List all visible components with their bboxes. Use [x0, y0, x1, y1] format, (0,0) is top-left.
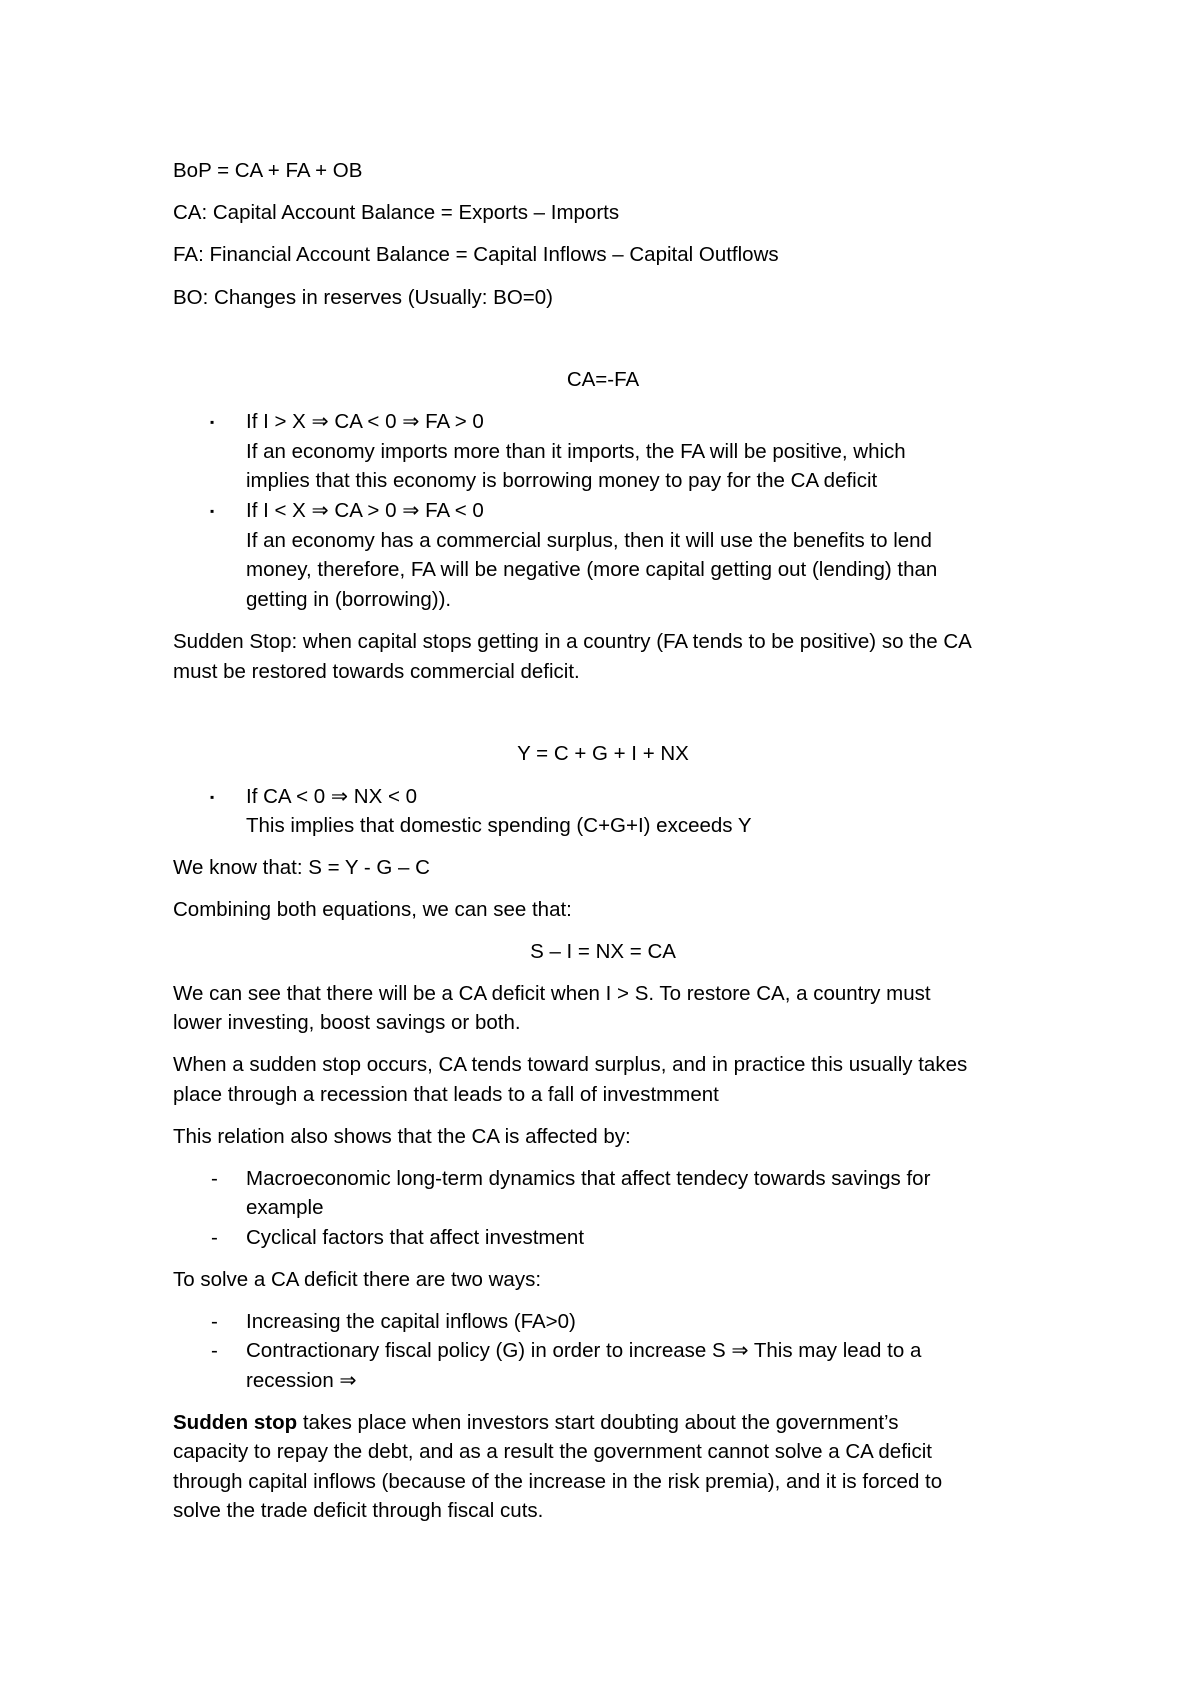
dash-marker: - [211, 1339, 218, 1362]
bullet-marker: ▪ [210, 790, 215, 804]
sudden-stop-paragraph: place through a recession that leads to a fall of investmment [173, 1083, 719, 1106]
case2-line: money, therefore, FA will be negative (more capital getting out (lending) than [246, 558, 938, 581]
dash-marker: - [211, 1226, 218, 1249]
case2-head: If I < X ⇒ CA > 0 ⇒ FA < 0 [246, 499, 484, 522]
case1-line: implies that this economy is borrowing money to pay for the CA deficit [246, 469, 878, 492]
final-paragraph [173, 1411, 898, 1435]
relation-item: Cyclical factors that affect investment [246, 1226, 585, 1249]
combining-text: Combining both equations, we can see that: [173, 898, 572, 921]
bullet-marker: ▪ [210, 415, 215, 429]
sudden-stop-definition: Sudden Stop: when capital stops getting in a country (FA tends to be positive) so the CA [173, 630, 972, 653]
deficit-paragraph: lower investing, boost savings or both. [173, 1011, 521, 1034]
final-paragraph: through capital inflows (because of the increase in the risk premia), and it is forced to [173, 1470, 943, 1493]
case2-line: getting in (borrowing)). [246, 588, 452, 611]
dash-marker: - [211, 1167, 218, 1190]
deficit-paragraph: We can see that there will be a CA deficit when I > S. To restore CA, a country must [173, 982, 931, 1005]
ca-definition: CA: Capital Account Balance = Exports – Imports [173, 201, 620, 224]
dash-marker: - [211, 1310, 218, 1333]
fa-definition: FA: Financial Account Balance = Capital Inflows – Capital Outflows [173, 243, 779, 266]
bo-definition: BO: Changes in reserves (Usually: BO=0) [173, 286, 553, 309]
final-paragraph: solve the trade deficit through fiscal cuts. [173, 1499, 544, 1522]
relation-item: example [246, 1196, 324, 1219]
case3-line: This implies that domestic spending (C+G+I) exceeds Y [246, 814, 752, 837]
solve-item: Increasing the capital inflows (FA>0) [246, 1310, 576, 1333]
sudden-stop-term: Sudden stop [173, 1411, 298, 1434]
relation-item: Macroeconomic long-term dynamics that affect tendecy towards savings for [246, 1167, 931, 1190]
final-paragraph: capacity to repay the debt, and as a result the government cannot solve a CA deficit [173, 1440, 932, 1463]
bullet-marker: ▪ [210, 504, 215, 518]
savings-equation: We know that: S = Y - G – C [173, 856, 430, 879]
identity-ca-fa: CA=-FA [566, 368, 640, 391]
solve-item: Contractionary fiscal policy (G) in order to increase S ⇒ This may lead to a [246, 1339, 922, 1362]
case1-line: If an economy imports more than it imports, the FA will be positive, which [246, 440, 906, 463]
identity-savings: S – I = NX = CA [530, 940, 676, 963]
solve-intro: To solve a CA deficit there are two ways: [173, 1268, 542, 1291]
final-paragraph-text: takes place when investors start doubting about the government’s [297, 1411, 899, 1434]
identity-gdp: Y = C + G + I + NX [517, 742, 689, 765]
sudden-stop-paragraph: When a sudden stop occurs, CA tends toward surplus, and in practice this usually takes [173, 1053, 968, 1076]
case3-head: If CA < 0 ⇒ NX < 0 [246, 785, 418, 808]
bop-equation: BoP = CA + FA + OB [173, 159, 363, 182]
sudden-stop-definition: must be restored towards commercial deficit. [173, 660, 580, 683]
case2-line: If an economy has a commercial surplus, then it will use the benefits to lend [246, 529, 932, 552]
relation-intro: This relation also shows that the CA is affected by: [173, 1125, 631, 1148]
case1-head: If I > X ⇒ CA < 0 ⇒ FA > 0 [246, 410, 484, 433]
solve-item: recession ⇒ [246, 1369, 357, 1392]
